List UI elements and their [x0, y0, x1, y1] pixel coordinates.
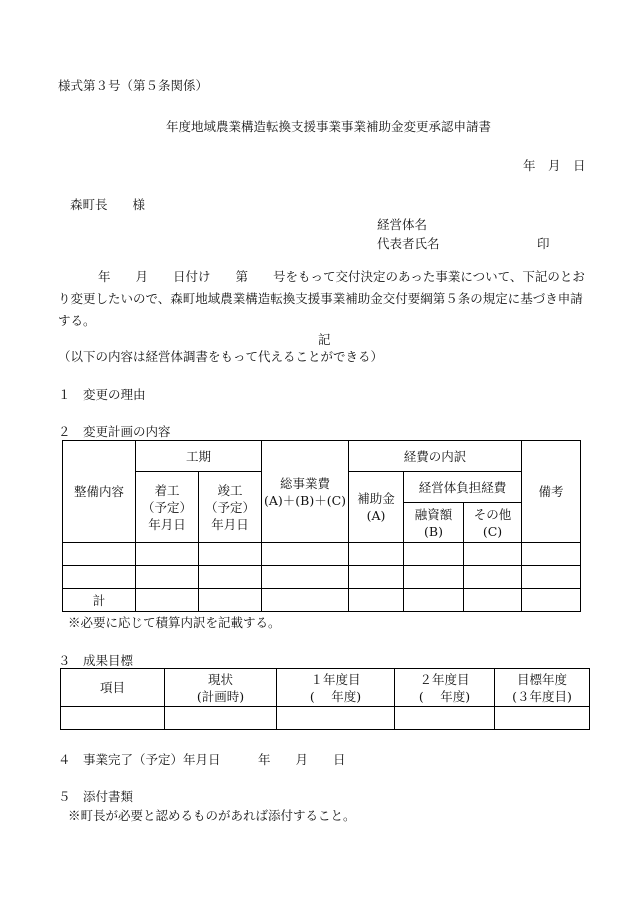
table-cell[interactable] — [395, 707, 495, 730]
header-year-1-line1: １年度目 — [310, 671, 361, 687]
table-cell[interactable] — [165, 707, 277, 730]
table-cell[interactable] — [404, 543, 464, 566]
table-row — [63, 543, 581, 566]
date-line: 年 月 日 — [523, 158, 586, 173]
change-plan-table — [62, 440, 581, 612]
header-current-line1: 現状 — [207, 671, 233, 687]
table-cell[interactable] — [262, 543, 349, 566]
header-year-1-line2: ( 年度) — [309, 688, 362, 704]
estimate-note: ※必要に応じて積算内訳を記載する。 — [68, 615, 281, 630]
header-subsidy-code: (A) — [366, 508, 386, 523]
table-cell[interactable] — [349, 566, 404, 589]
table-cell[interactable] — [136, 543, 199, 566]
header-target-line1: 目標年度 — [516, 671, 567, 687]
header-other — [464, 503, 522, 543]
header-subsidy — [349, 472, 404, 543]
form-number: 様式第３号（第５条関係） — [58, 78, 209, 93]
table-cell[interactable] — [464, 566, 522, 589]
header-end-line2: （予定） — [205, 499, 256, 515]
section-5-heading: ５ 添付書類 — [58, 789, 134, 804]
replace-note: （以下の内容は経営体調書をもって代えることができる） — [58, 349, 384, 364]
applicant-rep-label: 代表者氏名 — [377, 236, 440, 251]
seal-mark: 印 — [537, 236, 550, 251]
header-start-line2: （予定） — [141, 499, 192, 515]
header-end-line3: 年月日 — [211, 516, 249, 532]
table-cell[interactable] — [199, 543, 262, 566]
header-end-line1: 竣工 — [217, 482, 243, 498]
header-target-line2: (３年度目) — [512, 688, 572, 704]
table-row — [61, 707, 590, 730]
table-cell[interactable] — [199, 589, 262, 612]
body-paragraph: 年 月 日付け 第 号をもって交付決定のあった事業について、下記のとおり変更したいので、森町地域農業構造転換支援事業補助金交付要綱第５条の規定に基づき申請する。 — [58, 269, 585, 328]
total-label: 計 — [63, 589, 136, 612]
header-period: 工期 — [136, 441, 262, 472]
header-subsidy-label: 補助金 — [357, 491, 395, 506]
header-year-1 — [277, 669, 395, 707]
header-start-line1: 着工 — [154, 482, 180, 498]
attach-note: ※町長が必要と認めるものがあれば添付すること。 — [68, 808, 356, 823]
header-item: 項目 — [61, 669, 165, 707]
table-cell[interactable] — [61, 707, 165, 730]
table-cell[interactable] — [404, 566, 464, 589]
section-4-heading: ４ 事業完了（予定）年月日 年 月 日 — [58, 752, 346, 767]
table-cell[interactable] — [522, 566, 581, 589]
header-burden: 経営体負担経費 — [404, 472, 522, 503]
section-3-heading: ３ 成果目標 — [58, 653, 134, 668]
header-year-2-line2: ( 年度) — [418, 688, 471, 704]
table-cell[interactable] — [199, 566, 262, 589]
header-current — [165, 669, 277, 707]
header-total-cost — [262, 441, 349, 543]
header-total-cost-label: 総事業費 — [280, 475, 331, 491]
table-cell[interactable] — [349, 589, 404, 612]
ki-heading: 記 — [318, 332, 331, 347]
section-1-heading: １ 変更の理由 — [58, 387, 146, 402]
header-remarks: 備考 — [522, 441, 581, 543]
table-cell[interactable] — [522, 543, 581, 566]
table-cell[interactable] — [464, 543, 522, 566]
table-cell[interactable] — [277, 707, 395, 730]
header-other-label: その他 — [473, 506, 512, 522]
applicant-org-label: 経営体名 — [377, 217, 428, 232]
header-start — [136, 472, 199, 543]
header-year-2 — [395, 669, 495, 707]
table-cell[interactable] — [262, 589, 349, 612]
header-item: 整備内容 — [63, 441, 136, 543]
header-loan — [404, 503, 464, 543]
table-cell[interactable] — [136, 566, 199, 589]
table-cell[interactable] — [522, 589, 581, 612]
document-title: 年度地域農業構造転換支援事業事業補助金変更承認申請書 — [166, 119, 492, 134]
table-cell[interactable] — [464, 589, 522, 612]
header-loan-code: (B) — [424, 523, 443, 539]
header-loan-label: 融資額 — [414, 506, 453, 522]
header-breakdown: 経費の内訳 — [349, 441, 522, 472]
header-target-year — [495, 669, 590, 707]
table-cell[interactable] — [495, 707, 590, 730]
total-row — [63, 589, 581, 612]
table-cell[interactable] — [262, 566, 349, 589]
table-cell[interactable] — [136, 589, 199, 612]
table-cell[interactable] — [404, 589, 464, 612]
header-current-line2: (計画時) — [196, 688, 245, 704]
table-cell[interactable] — [63, 543, 136, 566]
header-total-cost-formula: (A)＋(B)＋(C) — [263, 492, 347, 508]
table-cell[interactable] — [349, 543, 404, 566]
addressee: 森町長 様 — [70, 197, 146, 212]
header-start-line3: 年月日 — [148, 516, 186, 532]
table-cell[interactable] — [63, 566, 136, 589]
section-2-heading: ２ 変更計画の内容 — [58, 424, 171, 439]
table-row — [63, 566, 581, 589]
outcome-target-table — [60, 668, 590, 730]
header-end — [199, 472, 262, 543]
header-other-code: (C) — [482, 523, 503, 539]
header-year-2-line1: ２年度目 — [419, 671, 470, 687]
